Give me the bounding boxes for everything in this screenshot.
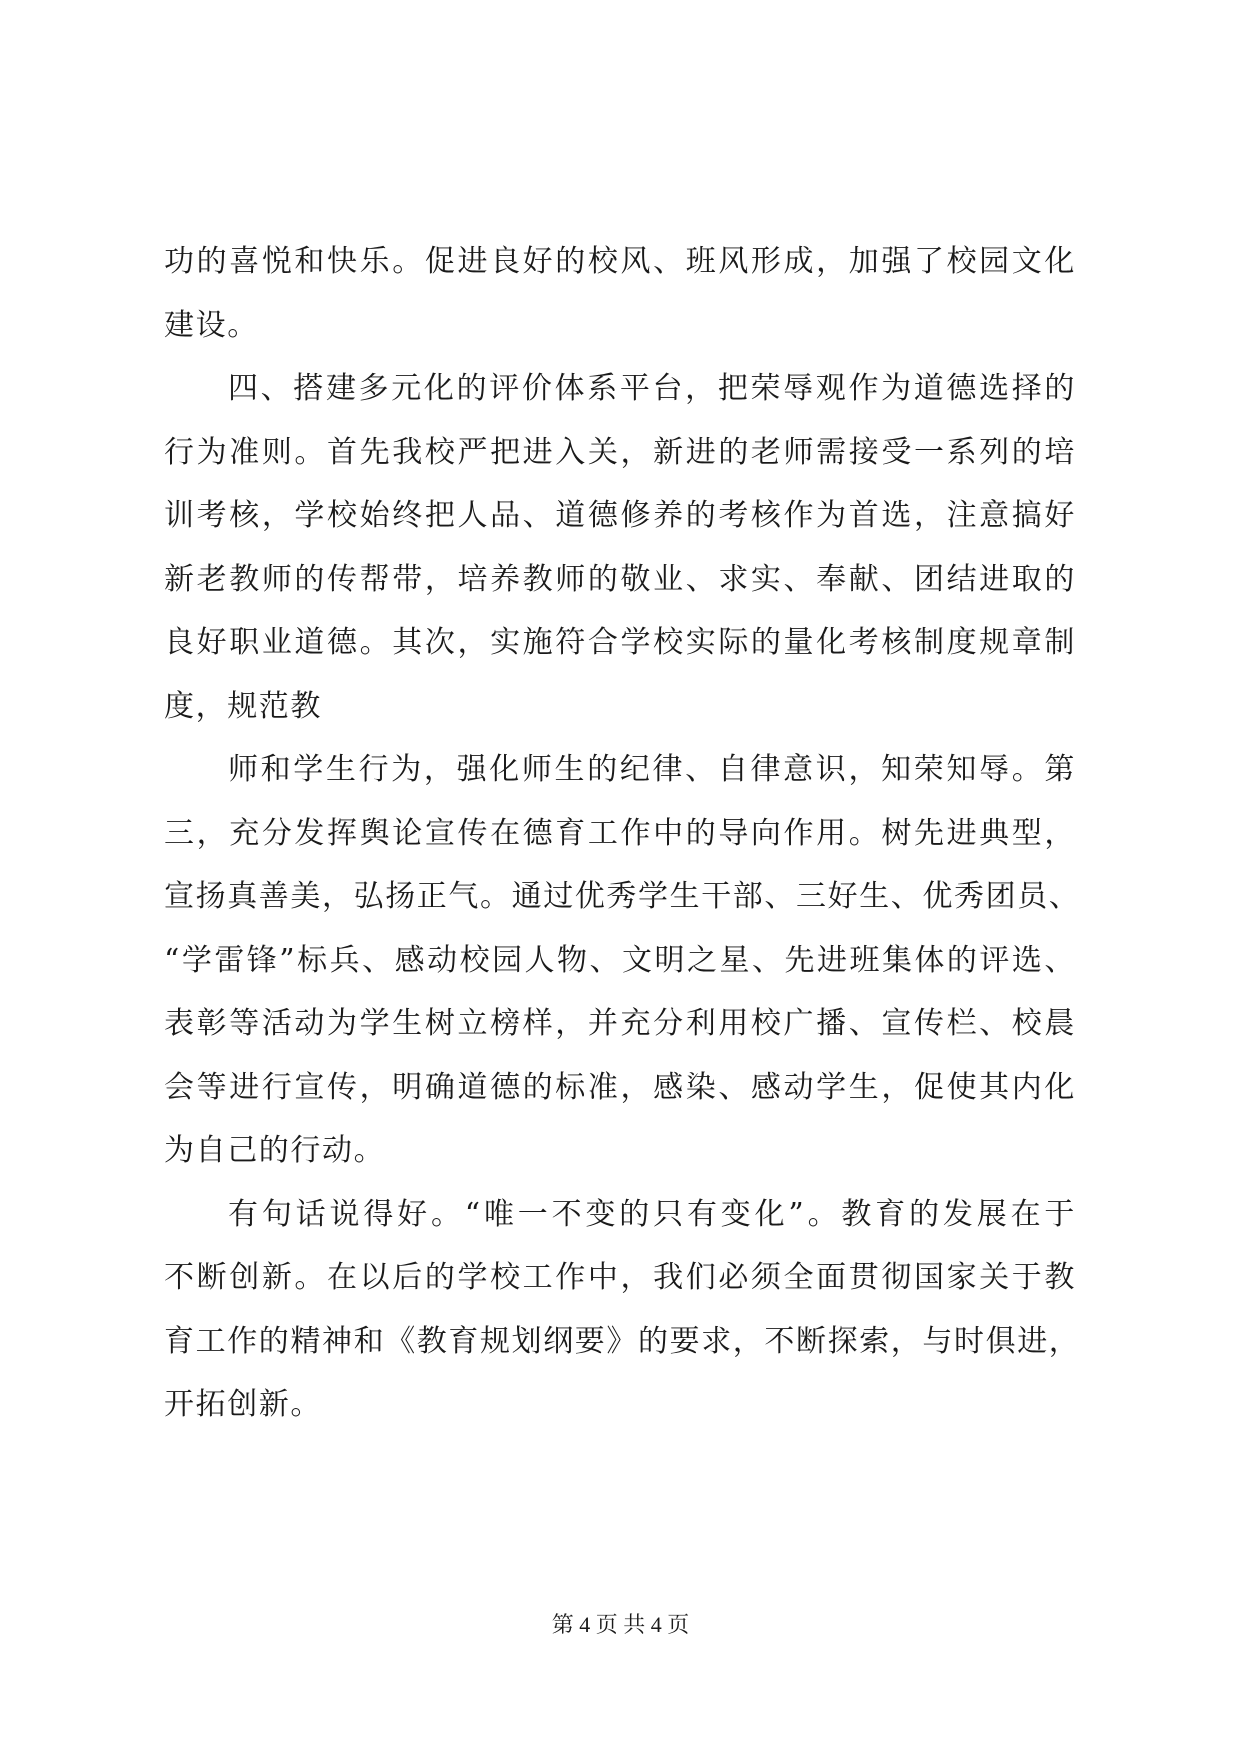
paragraph-first-line: 四、搭建多元化的评价体系平台，把荣辱观作为道德选择的 — [228, 371, 1076, 406]
text-line: 不断创新。在以后的学校工作中，我们必须全面贯彻国家关于教 — [164, 1260, 1076, 1295]
text-line: 建设。 — [164, 307, 259, 343]
text-line: 表彰等活动为学生树立榜样，并充分利用校广播、宣传栏、校晨 — [164, 1006, 1076, 1041]
text-line: 新老教师的传帮带，培养教师的敬业、求实、奉献、团结进取的 — [164, 561, 1076, 597]
document-body — [164, 230, 1081, 1437]
paragraph-first-line: 师和学生行为，强化师生的纪律、自律意识，知荣知辱。第 — [228, 752, 1076, 787]
text-line: 育工作的精神和《教育规划纲要》的要求，不断探索，与时俱进， — [164, 1323, 1081, 1359]
text-line: 度，规范教 — [164, 688, 322, 724]
text-line: 为自己的行动。 — [164, 1133, 386, 1168]
text-line: 良好职业道德。其次，实施符合学校实际的量化考核制度规章制 — [164, 625, 1076, 660]
text-line: 开拓创新。 — [164, 1387, 322, 1422]
text-line: 宣扬真善美，弘扬正气。通过优秀学生干部、三好生、优秀团员、 — [164, 879, 1081, 914]
paragraph-first-line: 有句话说得好。“唯一不变的只有变化”。教育的发展在于 — [228, 1196, 1076, 1232]
text-line: 会等进行宣传，明确道德的标准，感染、感动学生，促使其内化 — [164, 1069, 1076, 1105]
text-line: 训考核，学校始终把人品、道德修养的考核作为首选，注意搞好 — [164, 498, 1076, 533]
text-line: 行为准则。首先我校严把进入关，新进的老师需接受一系列的培 — [164, 434, 1076, 470]
text-line: “学雷锋”标兵、感动校园人物、文明之星、先进班集体的评选、 — [164, 942, 1076, 978]
text-line: 功的喜悦和快乐。促进良好的校风、班风形成，加强了校园文化 — [164, 244, 1076, 279]
text-line: 三，充分发挥舆论宣传在德育工作中的导向作用。树先进典型， — [164, 815, 1076, 851]
page-number-footer: 第 4 页 共 4 页 — [551, 1612, 690, 1637]
